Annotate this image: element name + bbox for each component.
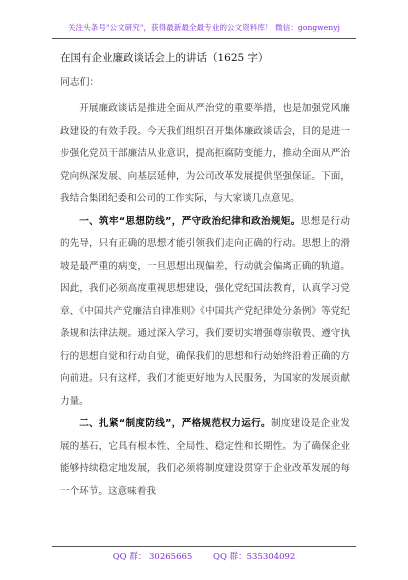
document-body xyxy=(60,98,350,503)
section-1-text: 思想是行动的先导，只有正确的思想才能引领我们走向正确的行动。思想上的滑坡是最严重的病变，一旦思想出现偏差，行动就会偏离正确的轨道。因此，我们必须高度重视思想建设，强化党纪国法教育，认真学习党章、《中国共产党廉洁自律准则》《中国共产党纪律处分条例》等党纪条规和法律法规。通过深入学习，我们要切实增强尊崇敬畏、遵守执行的思想自觉和行动自觉，确保我们的思想和行动始终沿着正确的方向前进。只有这样，我们才能更好地为人民服务，为国家的发展贡献力量。 xyxy=(60,215,350,407)
footer-qq-group-2: QQ 群：535304092 xyxy=(213,552,296,562)
section-2-text: 制度建设是企业发展的基石，它具有根本性、全局性、稳定性和长期性。为了确保企业能够持续稳定地发展，我们必须将制度建设贯穿于企业改革发展的每一个环节。这意味着我 xyxy=(60,418,350,497)
section-1-paragraph xyxy=(60,211,350,414)
header-banner: 关注头条号"公文研究"，获得最新最全最专业的公文资料库！ 微信：gongwenyj xyxy=(67,23,341,32)
footer-qq-group-1: QQ 群： 30265665 xyxy=(112,552,193,562)
header-divider xyxy=(52,38,356,39)
intro-paragraph: 开展廉政谈话是推进全面从严治党的重要举措，也是加强党风廉政建设的有效手段。今天我们组织召开集体廉政谈话会，目的是进一步强化党员干部廉洁从业意识，提高拒腐防变能力，推动全面从严治党向纵深发展、向基层延伸，为公司改革发展提供坚强保证。下面，我结合集团纪委和公司的工作实际，与大家谈几点意见。 xyxy=(60,103,350,204)
section-1-heading: 一、筑牢“思想防线”，严守政治纪律和政治规矩。 xyxy=(79,215,301,227)
footer-divider xyxy=(52,546,356,547)
section-2-paragraph xyxy=(60,413,350,503)
document-title: 在国有企业廉政谈话会上的讲话（1625 字） xyxy=(60,52,269,64)
section-2-heading: 二、扎紧“制度防线”，严格规范权力运行。 xyxy=(79,418,271,429)
salutation: 同志们： xyxy=(60,77,100,88)
footer xyxy=(0,550,408,562)
